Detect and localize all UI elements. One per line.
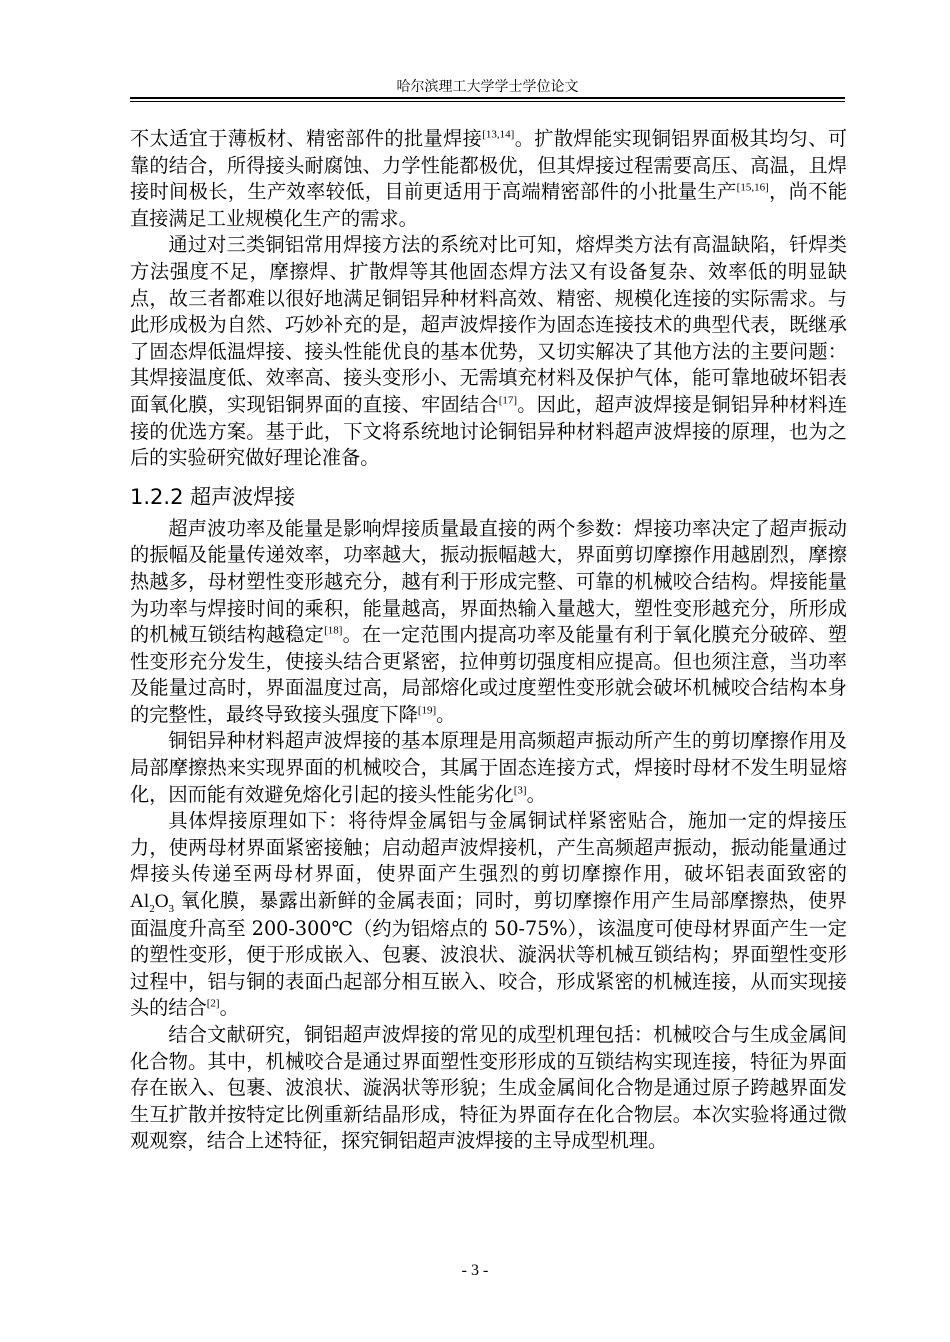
chemical-formula: $Al_2O_3$ [130, 891, 175, 915]
citation: [15,16] [736, 181, 769, 194]
paragraph [130, 808, 847, 1022]
paragraph-text: 。在一定范围内提高功率及能量有利于氧化膜充分破碎、塑性变形充分发生，使接头结合更紧密，拉伸剪切强度相应提高。但也须注意，当功率及能量过高时，界面温度过高，局部熔化或过度塑性变形就会破坏机械咬合结构本身的完整性，最终导致接头强度下降 [130, 623, 848, 726]
citation: [18] [324, 624, 343, 637]
paragraph-text: 不太适宜于薄板材、精密部件的批量焊接 [130, 127, 483, 150]
citation: [17] [498, 394, 518, 407]
header-rule-thin [130, 101, 845, 102]
paragraph-text: 氧化膜，暴露出新鲜的金属表面；同时，剪切摩擦作用产生局部摩擦热，使界面温度升高至 200-300℃（约为铝熔点的 50-75%），该温度可使母材界面产生一定的塑性变形，便于形成嵌入、包裹、波浪状、漩涡状等机械互锁结构；界面塑性变形过程中，铝与铜的表面凸起部分相互嵌入、咬合，形成紧密的机械连接，从而实现接头的结合 [130, 889, 847, 1020]
paragraph-text: 通过对三类铜铝常用焊接方法的系统对比可知，熔焊类方法有高温缺陷，钎焊类方法强度不足，摩擦焊、扩散焊等其他固态焊方法又有设备复杂、效率低的明显缺点，故三者都难以很好地满足铜铝异种材料高效、精密、规模化连接的实际需求。与此形成极为自然、巧妙补充的是，超声波焊接作为固态连接技术的典型代表，既继承了固态焊低温焊接、接头性能优良的基本优势，又切实解决了其他方法的主要问题：其焊接温度低、效率高、接头变形小、无需填充材料及保护气体，能可靠地破坏铝表面氧化膜，实现铝铜界面的直接、牢固结合 [130, 233, 847, 416]
paragraph [130, 232, 847, 471]
paragraph-text: 超声波功率及能量是影响焊接质量最直接的两个参数：焊接功率决定了超声振动的振幅及能量传递效率，功率越大，振动振幅越大，界面剪切摩擦作用越剧烈，摩擦热越多，母材塑性变形越充分，越有利于形成完整、可靠的机械咬合结构。焊接能量为功率与焊接时间的乘积，能量越高，界面热输入量越大，塑性变形越充分，所形成的机械互锁结构越稳定 [130, 516, 847, 647]
paragraph-text: 铜铝异种材料超声波焊接的基本原理是用高频超声振动所产生的剪切摩擦作用及局部摩擦热来实现界面的机械咬合，其属于固态连接方式，焊接时母材不发生明显熔化，因而能有效避免熔化引起的接头性能劣化 [130, 729, 847, 806]
paragraph-continuation [130, 126, 847, 232]
paragraph [130, 1022, 847, 1155]
citation: [2] [206, 998, 220, 1011]
paragraph-text: 。 [526, 782, 546, 806]
section-title: 超声波焊接 [190, 484, 296, 509]
running-header: 哈尔滨理工大学学士学位论文 [396, 79, 579, 95]
header-rule-thick [130, 97, 845, 99]
paragraph-text: 。扩散焊能实现铜铝界面极其均匀、可靠的结合，所得接头耐腐蚀、力学性能都极优，但其焊接过程需要高压、高温，且焊接时间极长，生产效率较低，目前更适用于高端精密部件的小批量生产 [130, 127, 848, 204]
paragraph [130, 728, 847, 808]
paragraph-text: ，尚不能直接满足工业规模化生产的需求。 [130, 180, 848, 230]
paragraph-text: 。 [219, 996, 239, 1020]
paragraph-text: 结合文献研究，铜铝超声波焊接的常见的成型机理包括：机械咬合与生成金属间化合物。其中，机械咬合是通过界面塑性变形形成的互锁结构实现连接，特征为界面存在嵌入、包裹、波浪状、漩涡状等形貌；生成金属间化合物是通过原子跨越界面发生互扩散并按特定比例重新结晶形成，特征为界面存在化合物层。本次实验将通过微观观察，结合上述特征，探究铜铝超声波焊接的主导成型机理。 [130, 1023, 847, 1153]
paragraph-text: 。 [436, 702, 456, 726]
citation: [3] [513, 784, 527, 797]
paragraph-text: 具体焊接原理如下：将待焊金属铝与金属铜试样紧密贴合，施加一定的焊接压力，使两母材界面紧密接触；启动超声波焊接机，产生高频超声振动，振动能量通过焊接头传递至两母材界面，使界面产生强烈的剪切摩擦作用，破坏铝表面致密的 [130, 809, 847, 886]
paragraph-text: 。因此，超声波焊接是铜铝异种材料连接的优选方案。基于此，下文将系统地讨论铜铝异种材料超声波焊接的原理，也为之后的实验研究做好理论准备。 [130, 392, 848, 470]
page-number: - 3 - [461, 1262, 489, 1279]
section-number: 1.2.2 [130, 484, 184, 509]
citation: [13,14] [482, 128, 515, 141]
paragraph [130, 516, 847, 729]
citation: [19] [417, 704, 437, 717]
section-heading [130, 482, 847, 512]
body-text [130, 126, 847, 1155]
